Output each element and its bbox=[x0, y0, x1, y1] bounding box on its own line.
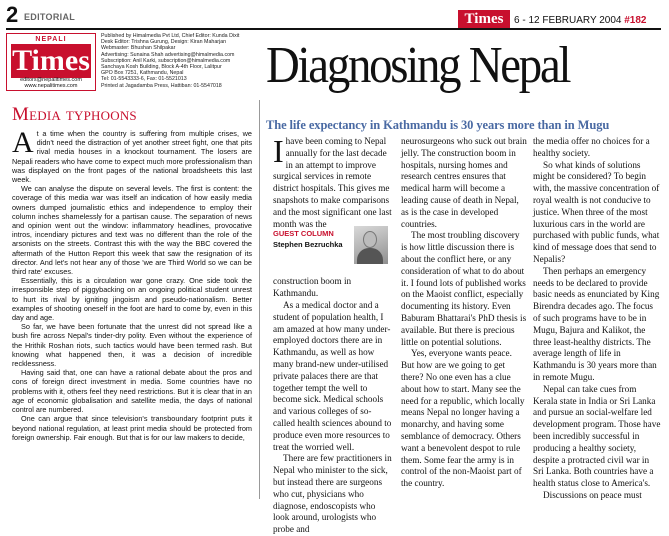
article-dropcap: I bbox=[273, 133, 284, 169]
editorial-body bbox=[12, 126, 252, 442]
section-label: EDITORIAL bbox=[24, 12, 76, 22]
issue-number: #182 bbox=[624, 15, 647, 26]
article-paragraph: construction boom in Kathmandu. bbox=[273, 276, 352, 299]
imprint-line: Subscription: Anil Karki, subscription@himalmedia.com bbox=[101, 57, 231, 64]
imprint-line: Advertising: Sunaina Shah advertising@himalmedia.com bbox=[101, 51, 235, 58]
masthead-box bbox=[6, 33, 96, 91]
imprint-block bbox=[101, 33, 266, 89]
masthead-logo: Times bbox=[12, 44, 90, 77]
date-text: 6 - 12 FEBRUARY 2004 bbox=[514, 15, 622, 26]
author-photo-head bbox=[363, 231, 377, 248]
article-paragraph: Discussions on peace must bbox=[543, 489, 642, 500]
issue-date bbox=[514, 15, 647, 26]
header-rule bbox=[6, 28, 661, 30]
imprint-line: Tel: 01-5543333-6, Fax: 01-5521013 bbox=[101, 76, 187, 83]
article-paragraph: Nepal can take cues from Kerala state in India or Sri Lanka and pursue an social-welfare led development program. Those have been incredibly successful in producing a healthy society, despite a protracted civil war in Sri Lanka. Both countries have a health status close to America's. bbox=[533, 383, 661, 489]
editorial-paragraph: We can analyse the dispute on several levels. The first is content: the coverage of this media war was itself an indication of how easily media owners dumped journalistic ethics and independence to employ their column inches shamelessly for a partisan cause. The separation of news and opinion went out the window: inflammatory headlines, provocative intros, incendiary pictures and text was no different than the role of the arsonists on the streets. Contrast this with the way the BBC covered the aftermath of the Hutton Report this week that saw the resignation of its director. And let's not hear any of those 'we are Third World so we can be third rate' excuses. bbox=[12, 184, 252, 277]
article-column-2 bbox=[401, 136, 527, 499]
masthead-contact: editors@nepalitimes.com www.nepalitimes.com bbox=[20, 77, 82, 89]
article-paragraph: So what kinds of solutions might be considered? To begin with, the massive concentration of royal wealth is not conducive to justice. When three of the most luxurious cars in the world are purchased with public funds, what kind of message does that send to Nepalis? bbox=[533, 159, 660, 264]
masthead-nepali: NEPALI bbox=[35, 36, 67, 43]
article-headline: Diagnosing Nepal bbox=[266, 37, 570, 94]
imprint-line: Published by Himalmedia Pvt Ltd, Chief Editor: Kunda Dixit bbox=[101, 33, 240, 39]
header-logo: Times bbox=[458, 10, 510, 29]
editorial-title: Media typhoons bbox=[12, 104, 137, 125]
article-paragraph: Then perhaps an emergency needs to be declared to provide basic needs as enunciated by King Birendra decades ago. The focus of such programs have to be in Mugu, Bajura and Kalikot, the three least-healthy districts. The average length of life in Kathmandu is 30 years more than in remote Mugu. bbox=[533, 265, 660, 382]
column-divider bbox=[259, 100, 260, 499]
page-number: 2 bbox=[6, 2, 19, 27]
imprint-line: GPO Box 7251, Kathmandu, Nepal bbox=[101, 70, 184, 77]
editorial-paragraph: Essentially, this is a circulation war gone crazy. One side took the irresponsible step of piggybacking on an ongoing political student unrest to hurt its rival by igniting jingoism and pseudo-nationalism. Better examples of shooting oneself in the foot are hard to come by, even in this day and age. bbox=[12, 276, 252, 323]
article-column-3 bbox=[533, 136, 661, 499]
article-paragraph: neurosurgeons who suck out brain jelly. The construction boom in hospitals, nursing homes and research centres ensures that medical harm will become a leading cause of death in Nepal, as is the case in developed countries. bbox=[401, 136, 527, 229]
author-name: Stephen Bezruchka bbox=[273, 240, 343, 249]
guest-column-label: GUEST COLUMN bbox=[273, 229, 334, 238]
author-photo bbox=[354, 226, 388, 264]
article-paragraph: the media offer no choices for a healthy society. bbox=[533, 136, 650, 158]
article-standfirst: The life expectancy in Kathmandu is 30 years more than in Mugu bbox=[266, 118, 610, 132]
imprint-line: Desk Editor: Trishna Gurung, Design: Kiran Maharjan bbox=[101, 39, 227, 46]
editorial-dropcap: A bbox=[12, 126, 34, 159]
guest-column-box bbox=[270, 226, 390, 264]
imprint-line: Printed at Jagadamba Press, Hattiban: 01-5547018 bbox=[101, 82, 222, 89]
article-paragraph: The most troubling discovery is how little discussion there is about the conflict here, or any consideration of what to do about it. I found lots of published works on the Maoist conflict, especially documenting its history. Even Baburam Bhattarai's PhD thesis is available. But there is precious little on potential solutions. bbox=[401, 230, 527, 347]
article-paragraph: Ihave been coming to Nepal annually for the last decade in an attempt to improve surgical services in remote district hospitals. This gives me snapshots to make comparisons and the most significant one last month was the bbox=[273, 133, 392, 229]
article-paragraph: Yes, everyone wants peace. But how are we going to get there? No one even has a clue about how to start. Many see the need for a republic, which locally means Nepal no longer having a monarchy, and having some semblance of democracy. Others want a benevolent despot to rule them. Some fear the army is in control of the non-Maoist part of the country. bbox=[401, 348, 525, 489]
editorial-paragraph: One can argue that since television's transboundary footprint puts it beyond national regulation, at least print media should be protected from foreign ownership. Fair enough. But that is for our law makers to decide, bbox=[12, 414, 252, 442]
editorial-paragraph: At a time when the country is suffering from multiple crises, we didn't need the distraction of yet another street fight, one that pits rival media houses in a knockout tournament. The losers are Nepali readers who have come to expect much more professionalism than was displayed on the front pages of the national broadsheets this last week. bbox=[12, 126, 252, 185]
article-paragraph: There are few practitioners in Nepal who minister to the sick, but instead there are surgeons who cut, physicians who diagnose, endoscopists who look around, urologists who probe and bbox=[273, 453, 392, 535]
imprint-line: Sanchaya Kosh Building, Block A-4th Floor, Lalitpur bbox=[101, 64, 222, 71]
imprint-line: Webmaster: Bhushan Shilpakar bbox=[101, 45, 176, 52]
article-column-1 bbox=[273, 133, 393, 535]
author-photo-body bbox=[357, 248, 383, 264]
editorial-paragraph: So far, we have been fortunate that the unrest did not spread like a bush fire across Nepal's tinder-dry polity. Even without the experience of the Hrithik Roshan riots, such tactics would have been termed rash. But knowing what happened then, it was a decision of incredible recklessness. bbox=[12, 322, 252, 369]
editorial-column bbox=[12, 104, 252, 499]
article-paragraph: As a medical doctor and a student of population health, I am amazed at how many under-employed doctors there are in Kathmandu, as well as how many brand-new under-utilised private palaces there are that together tempt the well to become sick. Medical schools and various colleges of so-called health sciences abound to produce even more resources to treat the worried well. bbox=[273, 299, 392, 452]
editorial-paragraph: Having said that, one can have a rational debate about the pros and cons of foreign direct investment in media. Some countries have no problems with it, others feel they need restrictions. But it is clear that in an age of economic globalisation and satellite media, the days of national control are numbered. bbox=[12, 368, 252, 415]
